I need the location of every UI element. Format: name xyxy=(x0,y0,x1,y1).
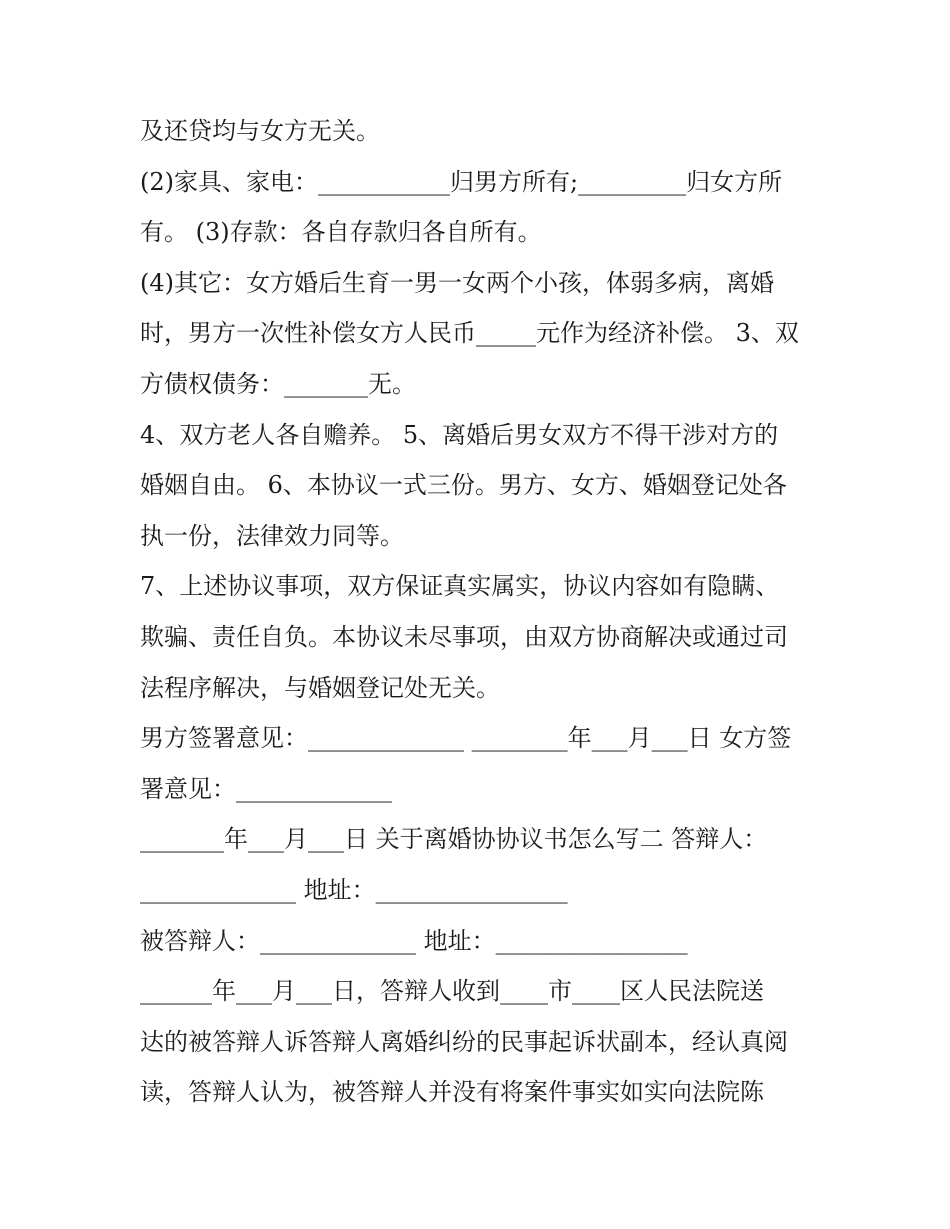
text-line: 欺骗、责任自负。本协议未尽事项，由双方协商解决或通过司 xyxy=(140,622,788,651)
text-line: 法程序解决，与婚姻登记处无关。 xyxy=(140,673,500,702)
text-line: 7、上述协议事项，双方保证真实属实，协议内容如有隐瞒、 xyxy=(140,572,780,601)
text-line: 执一份，法律效力同等。 xyxy=(140,521,404,550)
text-line: 4、双方老人各自赡养。 5、离婚后男女双方不得干涉对方的 xyxy=(140,420,779,449)
text-line: _____________ 地址：________________ xyxy=(140,875,568,904)
text-line: ______年___月___日，答辩人收到____市____区人民法院送 xyxy=(140,977,764,1006)
text-line: 方债权债务：_______无。 xyxy=(140,369,416,398)
text-line: 有。 (3)存款：各自存款归各自所有。 xyxy=(140,218,542,247)
text-line: 男方签署意见：_____________ ________年___月___日 女方签 xyxy=(140,724,792,753)
text-line: (2)家具、家电：___________归男方所有;_________归女方所 xyxy=(140,167,783,196)
document-body xyxy=(140,106,830,1118)
text-line: 及还贷均与女方无关。 xyxy=(140,117,380,145)
text-line: 署意见：_____________ xyxy=(140,774,392,803)
text-line: (4)其它：女方婚后生育一男一女两个小孩，体弱多病，离婚 xyxy=(140,268,774,297)
text-line: 被答辩人：_____________ 地址：________________ xyxy=(140,926,688,955)
text-line: _______年___月___日 关于离婚协协议书怎么写二 答辩人： xyxy=(140,825,768,854)
text-line: 时，男方一次性补偿女方人民币_____元作为经济补偿。 3、双 xyxy=(140,319,799,348)
text-line: 达的被答辩人诉答辩人离婚纠纷的民事起诉状副本，经认真阅 xyxy=(140,1027,788,1056)
text-line: 婚姻自由。 6、本协议一式三份。男方、女方、婚姻登记处各 xyxy=(140,471,787,500)
text-line: 读，答辩人认为，被答辩人并没有将案件事实如实向法院陈 xyxy=(140,1078,764,1107)
